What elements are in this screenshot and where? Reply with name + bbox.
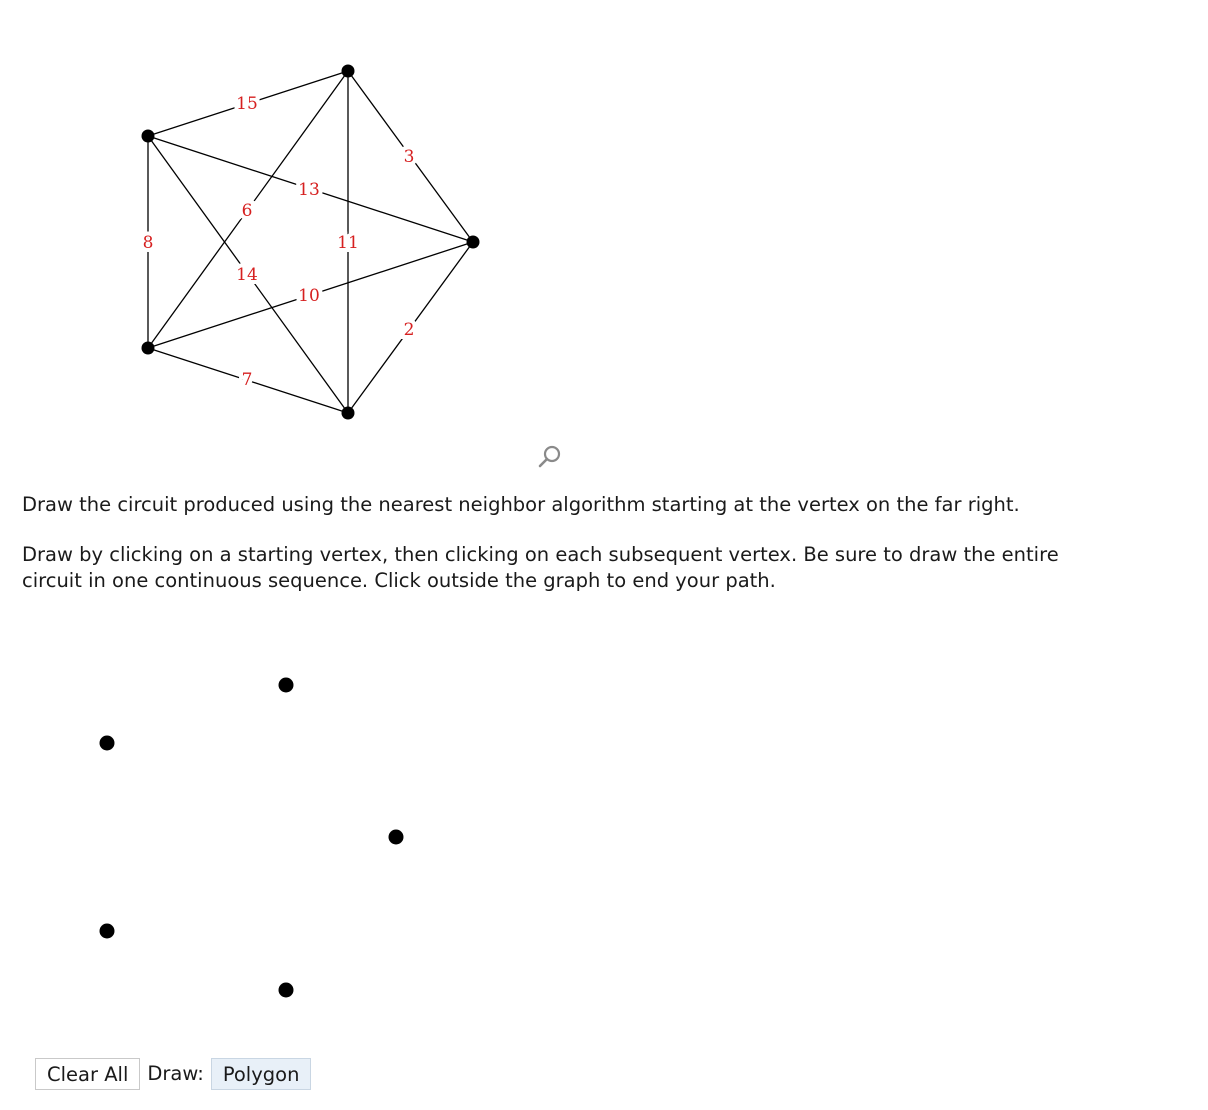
graph-vertex-right	[467, 236, 480, 249]
edge-weight-label: 10	[298, 286, 320, 306]
edge-weight-label: 11	[337, 233, 359, 253]
weighted-graph-figure	[0, 0, 620, 440]
graph-vertex-left	[142, 130, 155, 143]
edge-weight-label: 6	[241, 201, 253, 221]
edge-weight-label: 13	[298, 180, 320, 200]
draw-mode-label: Draw:	[147, 1062, 204, 1085]
edge-weight-label: 14	[236, 265, 258, 285]
drawing-instructions: Draw by clicking on a starting vertex, then clicking on each subsequent vertex. Be sure to draw the entire circuit in one continuous sequence. Click outside the graph to end your path.	[22, 543, 1059, 592]
edge-weight-label: 7	[241, 370, 253, 390]
clear-all-button[interactable]: Clear All	[35, 1058, 140, 1090]
drawing-toolbar	[35, 1058, 311, 1090]
edge-weight-label: 8	[142, 233, 154, 253]
draw-vertex-bottom[interactable]	[279, 983, 294, 998]
drawing-canvas[interactable]	[0, 610, 1208, 1040]
edge-weight-label: 3	[403, 147, 415, 167]
graph-vertex-bottom	[342, 407, 355, 420]
edge-weight-label: 2	[403, 320, 415, 340]
draw-vertex-bottom-left[interactable]	[100, 924, 115, 939]
edge-weight-label: 15	[236, 94, 258, 114]
draw-vertex-top[interactable]	[279, 678, 294, 693]
magnifier-icon[interactable]	[536, 443, 564, 471]
draw-vertex-left[interactable]	[100, 736, 115, 751]
question-prompt: Draw the circuit produced using the nearest neighbor algorithm starting at the vertex on the far right.	[22, 493, 1020, 516]
graph-vertex-top	[342, 65, 355, 78]
polygon-mode-button[interactable]: Polygon	[211, 1058, 312, 1090]
draw-vertex-right[interactable]	[389, 830, 404, 845]
graph-vertex-bottom-left	[142, 342, 155, 355]
